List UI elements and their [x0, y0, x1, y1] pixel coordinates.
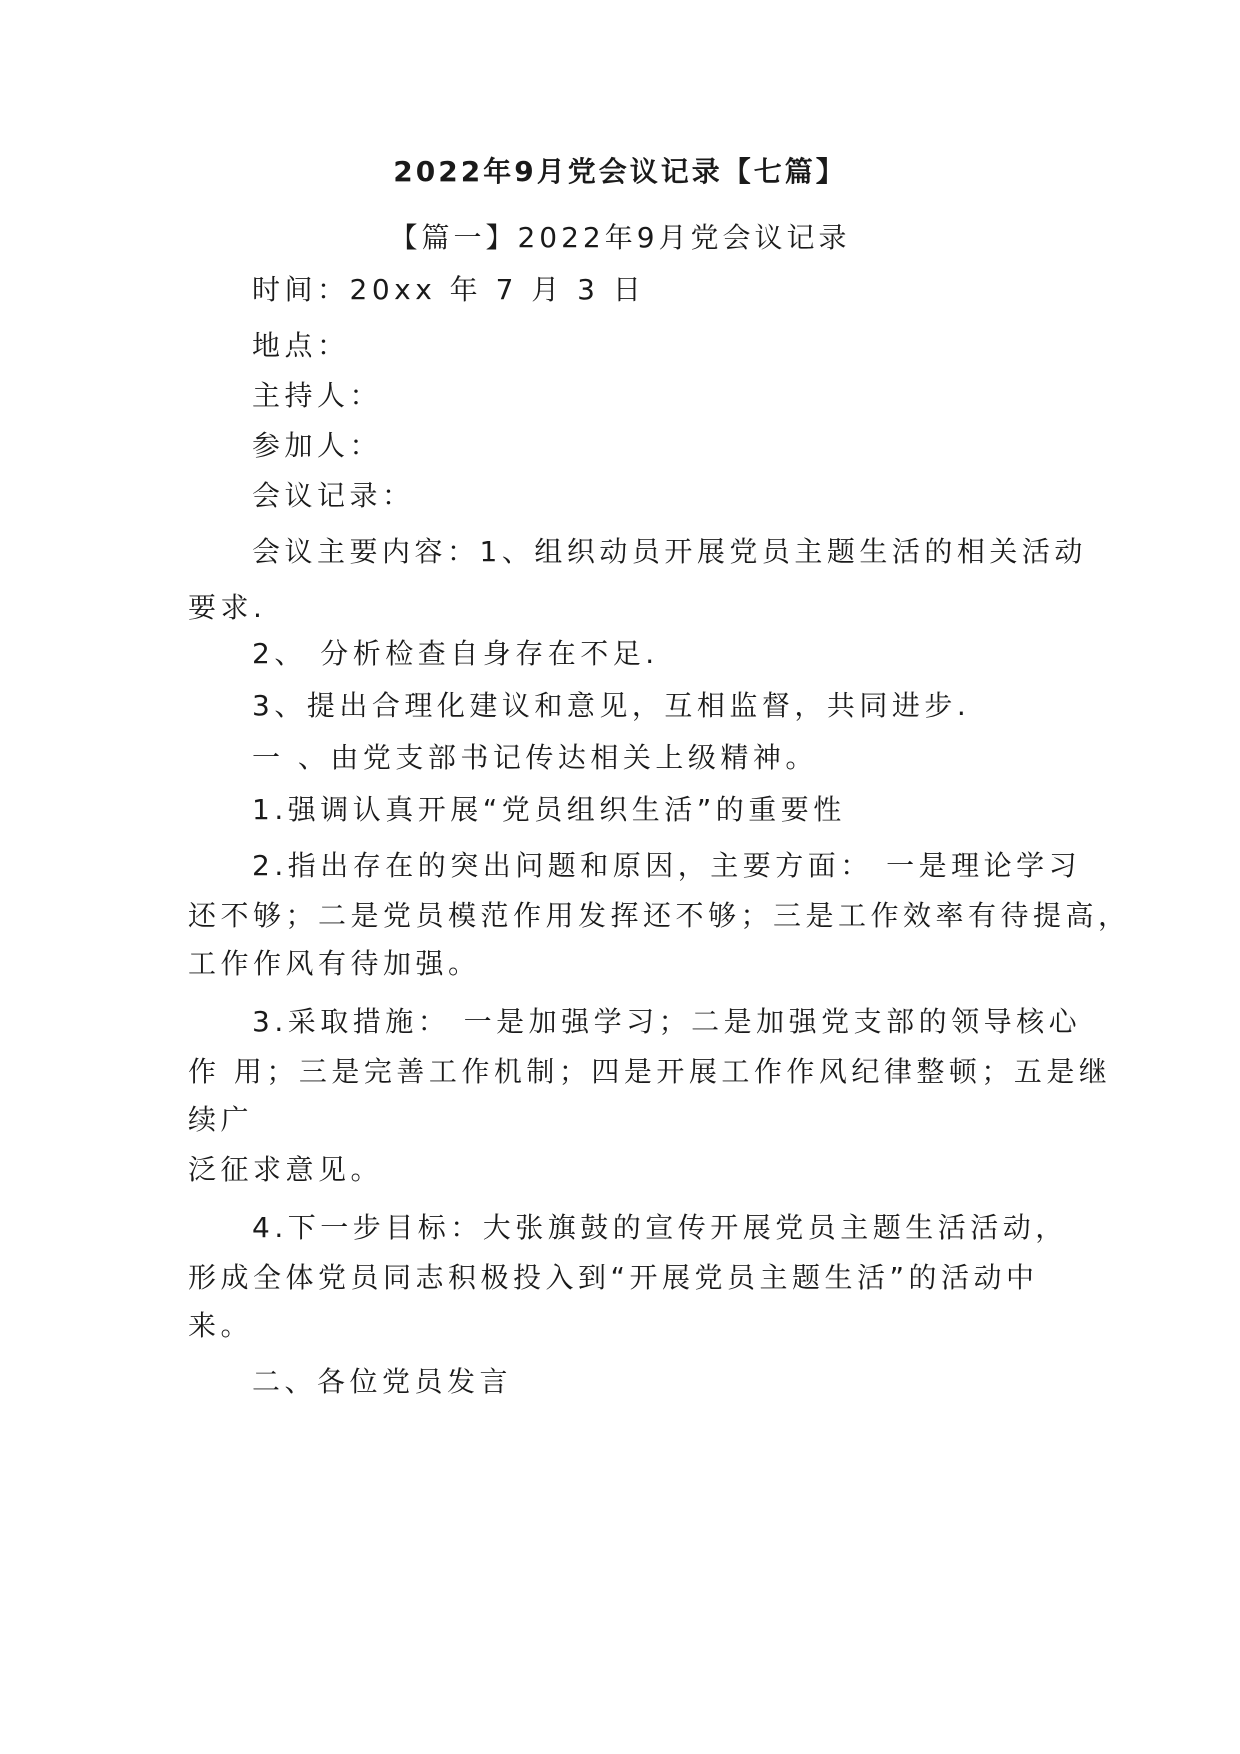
body-line: 二、各位党员发言 — [252, 1365, 513, 1398]
meeting-record-label: 会议记录： — [252, 479, 415, 512]
body-line: 1.强调认真开展“党员组织生活”的重要性 — [252, 793, 846, 826]
body-line: 作 用；三是完善工作机制；四是开展工作作风纪律整顿；五是继 — [188, 1055, 1112, 1088]
meeting-time: 时间：20xx 年 7 月 3 日 — [252, 273, 646, 306]
body-line: 还不够；二是党员模范作用发挥还不够；三是工作效率有待提高， — [188, 899, 1131, 932]
body-line: 泛征求意见。 — [188, 1153, 384, 1186]
body-line: 3、提出合理化建议和意见，互相监督，共同进步. — [252, 689, 971, 722]
body-line: 形成全体党员同志积极投入到“开展党员主题生活”的活动中 — [188, 1261, 1039, 1294]
body-line: 一 、由党支部书记传达相关上级精神。 — [252, 741, 818, 774]
document-title: 2022年9月党会议记录【七篇】 — [393, 155, 847, 188]
meeting-attendees: 参加人： — [252, 429, 383, 462]
body-line: 会议主要内容：1、组织动员开展党员主题生活的相关活动 — [252, 535, 1087, 568]
body-line: 要求. — [188, 591, 267, 624]
body-line: 3.采取措施： 一是加强学习；二是加强党支部的领导核心 — [252, 1005, 1082, 1038]
body-line: 4.下一步目标：大张旗鼓的宣传开展党员主题生活活动， — [252, 1211, 1068, 1244]
body-line: 2、 分析检查自身存在不足. — [252, 637, 659, 670]
body-line: 续广 — [188, 1103, 254, 1136]
body-line: 来。 — [188, 1309, 254, 1342]
meeting-host: 主持人： — [252, 379, 383, 412]
body-line: 2.指出存在的突出问题和原因，主要方面： 一是理论学习 — [252, 849, 1082, 882]
body-line: 工作作风有待加强。 — [188, 947, 481, 980]
section-heading: 【篇一】2022年9月党会议记录 — [389, 221, 851, 254]
meeting-location: 地点： — [252, 329, 350, 362]
